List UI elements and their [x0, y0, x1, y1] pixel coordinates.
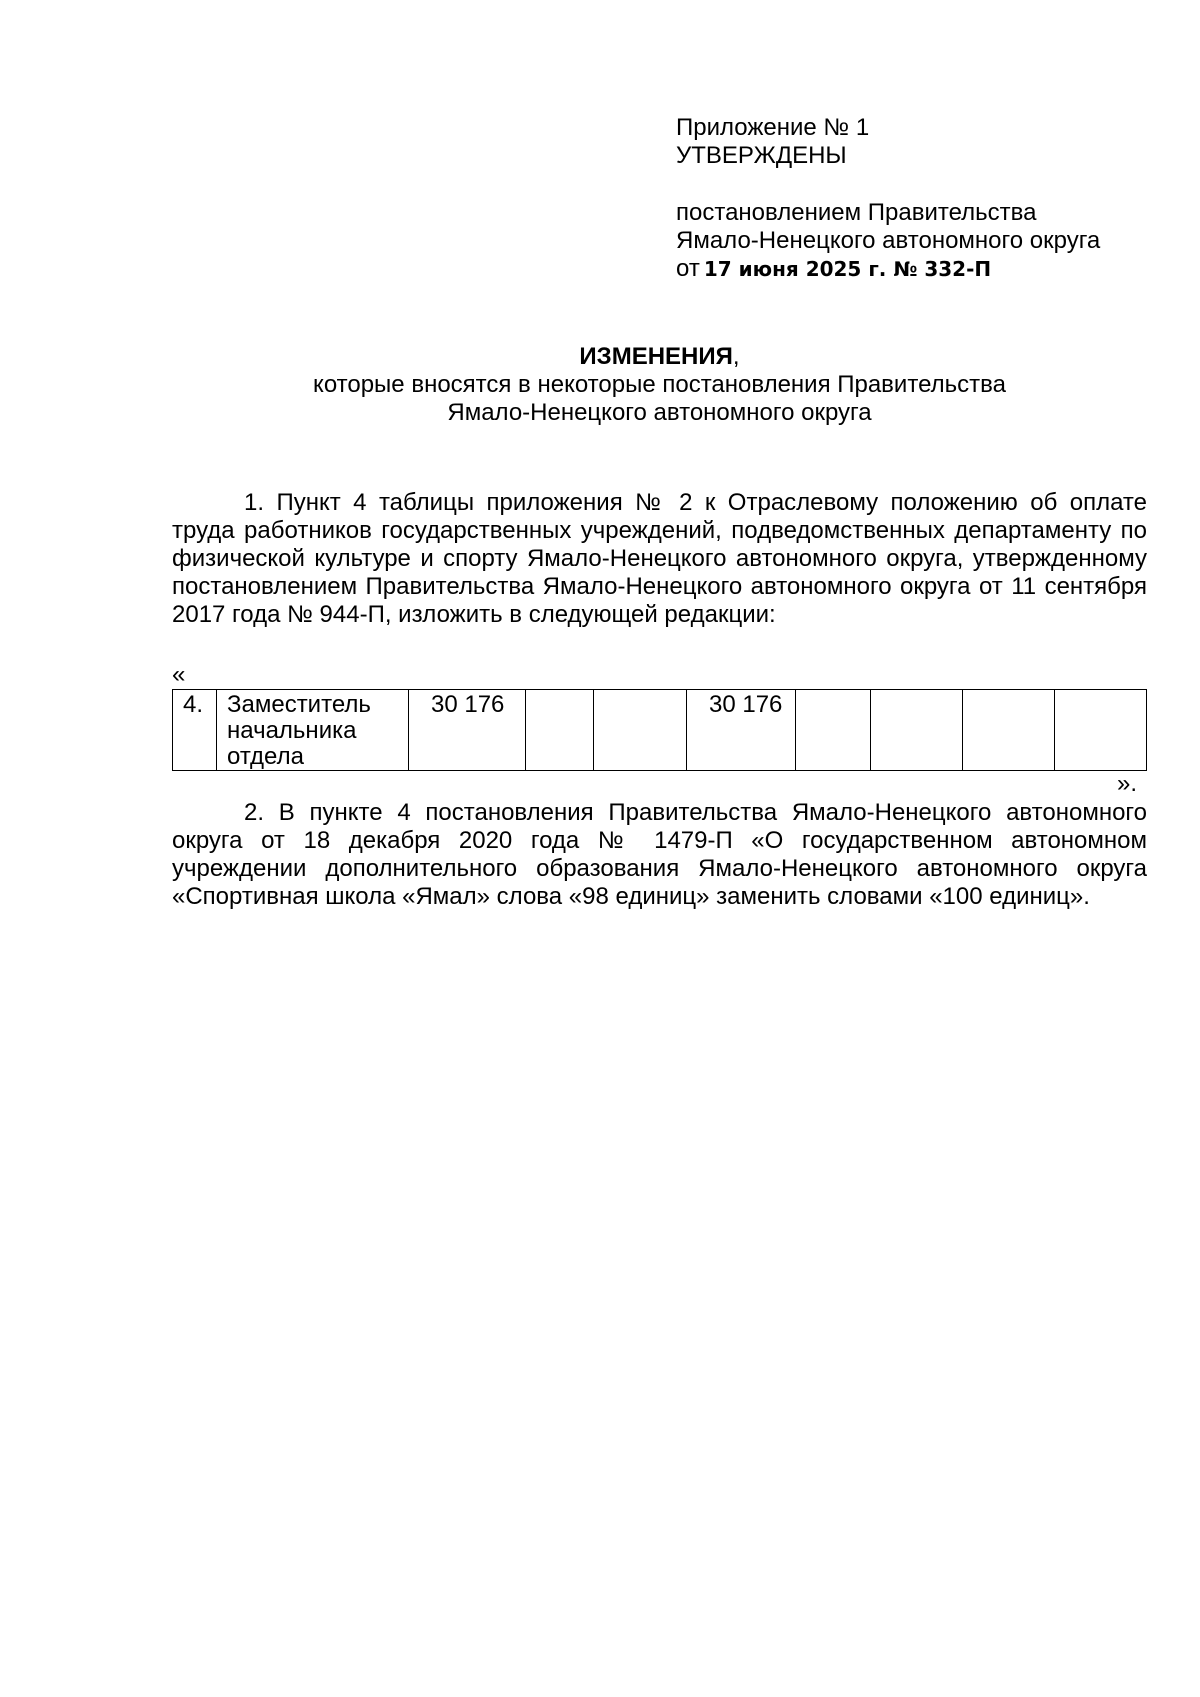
- paragraph-1: 1. Пункт 4 таблицы приложения № 2 к Отраслевому положению об оплате труда работников государственных учреждений, подведомственных департаменту по физической культуре и спорту Ямало-Ненецкого автономного округа, утвержденному постановлением Правительства Ямало-Ненецкого автономного округа от 11 сентября 2017 года № 944-П, изложить в следующей редакции:: [172, 489, 1147, 628]
- amendment-table: [172, 689, 1147, 771]
- document-heading: [172, 343, 1147, 427]
- quote-open: «: [172, 661, 186, 688]
- heading-title-suffix: ,: [732, 343, 740, 370]
- appendix-number: Приложение № 1: [676, 114, 870, 141]
- cell-col-5: [594, 690, 687, 771]
- approval-block: [676, 114, 1156, 283]
- heading-subtitle-line2: Ямало-Ненецкого автономного округа: [447, 399, 872, 426]
- cell-number: 4.: [173, 690, 217, 771]
- heading-subtitle-line1: которые вносятся в некоторые постановления Правительства: [313, 371, 1006, 398]
- date-value: 17 июня 2025 г. № 332-П: [703, 257, 992, 281]
- cell-col-8: [871, 690, 963, 771]
- cell-col-4: [526, 690, 594, 771]
- date-prefix: от: [676, 255, 700, 282]
- cell-col-10: [1055, 690, 1147, 771]
- approved-label: УТВЕРЖДЕНЫ: [676, 142, 847, 169]
- approval-date-line: [676, 255, 1156, 283]
- cell-salary-1: 30 176: [409, 690, 526, 771]
- table-row: [173, 690, 1147, 771]
- heading-title-line: [172, 343, 1147, 371]
- quote-close: ».: [1117, 770, 1138, 797]
- spacer: [676, 170, 1156, 199]
- cell-col-7: [796, 690, 871, 771]
- approval-authority-line2: Ямало-Ненецкого автономного округа: [676, 227, 1101, 254]
- approval-authority-line1: постановлением Правительства: [676, 199, 1037, 226]
- paragraph-2: 2. В пункте 4 постановления Правительства Ямало-Ненецкого автономного округа от 18 декабря 2020 года № 1479-П «О государственном автономном учреждении дополнительного образования Ямало-Ненецкого автономного округа «Спортивная школа «Ямал» слова «98 единиц» заменить словами «100 единиц».: [172, 799, 1147, 910]
- cell-col-9: [963, 690, 1055, 771]
- cell-salary-2: 30 176: [687, 690, 796, 771]
- heading-title: ИЗМЕНЕНИЯ: [579, 343, 733, 370]
- cell-position: Заместитель начальника отдела: [217, 690, 409, 771]
